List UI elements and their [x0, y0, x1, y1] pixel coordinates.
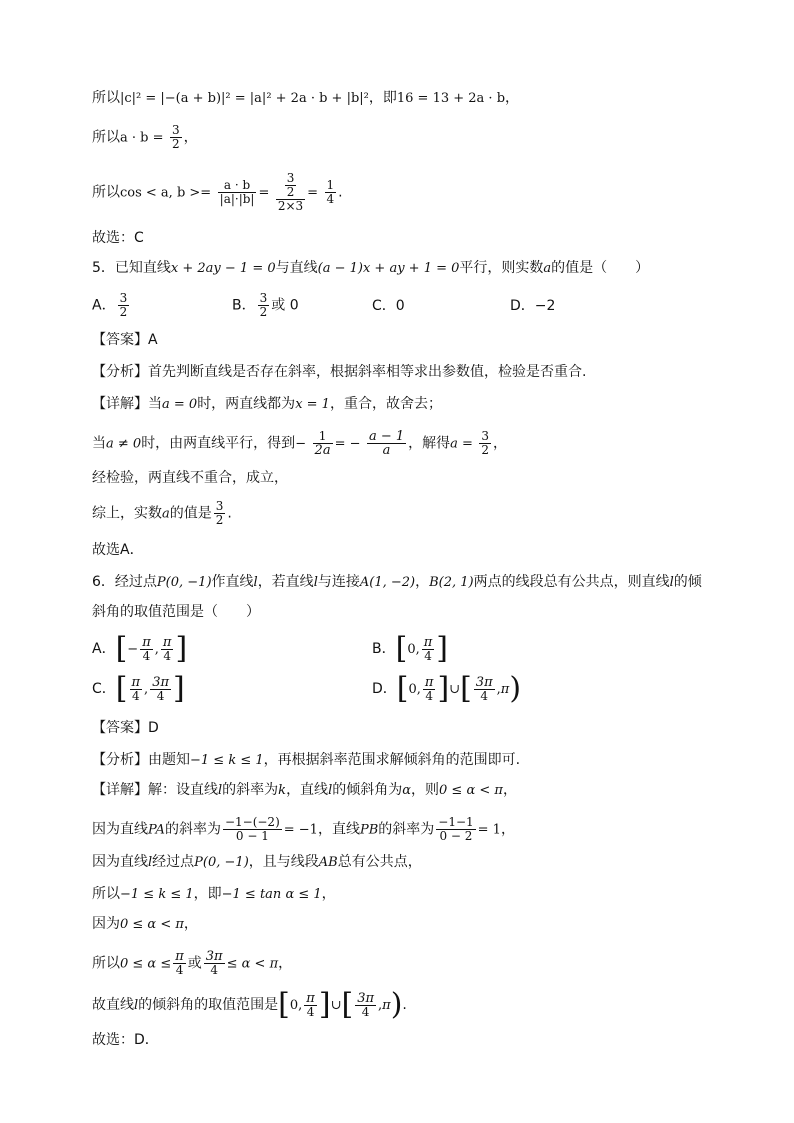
q5-answer: 【答案】A [92, 332, 158, 348]
formula: 16 = 13 + 2a · b [396, 91, 506, 106]
fraction-dot-over-norms: $\frac{a \cdot b}{|a|\cdot|b|}$ [219, 178, 255, 206]
q6-detail-6: 所以0 ≤ α ≤ $\frac{\pi}{4}$ 或 $\frac{3\pi}{4}$ ≤ α < π， [92, 949, 293, 977]
q5-choice: 故选A． [92, 542, 144, 558]
q5-option-a: A． $\frac{3}{2}$ [92, 291, 128, 319]
q5-detail-4: 综上，实数a的值是 $\frac{3}{2}$ . [92, 499, 232, 527]
text: ， [183, 129, 198, 146]
text: ， [505, 90, 520, 106]
fraction-3-2: $\frac{3}{2}$ [171, 123, 180, 151]
equals: = [258, 185, 270, 201]
q6-detail-3: 因为直线l经过点P(0, −1)，且与线段AB总有公共点， [92, 854, 422, 870]
question-6-line-2: 斜角的取值范围是（ ） [92, 604, 260, 620]
q5-option-b: B． $\frac{3}{2}$ 或 0 [232, 291, 299, 319]
q6-analysis: 【分析】由题知−1 ≤ k ≤ 1，再根据斜率范围求解倾斜角的范围即可. [92, 752, 521, 768]
fraction-nested: $\frac{\frac{3}{2}}{2\times 3}$ [277, 171, 304, 213]
solution-line-2 [92, 124, 198, 151]
formula: |c|² = |−(a + b)|² = |a|² + 2a · b + |b|² [120, 91, 369, 106]
formula: cos < a, b >= [120, 185, 212, 201]
q6-option-c: C．[ $\frac{\pi}{4}$ , $\frac{3\pi}{4}$ ] [92, 671, 185, 706]
q5-detail-2: 当a ≠ 0时，由两直线平行，得到− $\frac{1}{2a}$ = − $\frac{a - 1}{a}$ ，解得a = $\frac{3}{2}$ ， [92, 429, 508, 458]
q5-analysis: 【分析】首先判断直线是否存在斜率，根据斜率相等求出参数值，检验是否重合. [92, 364, 587, 380]
question-6-line-1: 6．经过点P(0, −1)作直线l，若直线l与连接A(1, −2)，B(2, 1)两点的线段总有公共点，则直线l的倾 [92, 574, 702, 590]
q5-detail-1: 【详解】当a = 0时，两直线都为x = 1，重合，故舍去； [92, 396, 442, 412]
q5-option-c: C．0 [372, 298, 405, 314]
text: . [338, 184, 343, 201]
q6-option-a: A．[− $\frac{\pi}{4}$ , $\frac{\pi}{4}$ ] [92, 631, 188, 666]
text: ，即 [368, 90, 397, 106]
q5-option-d: D．−2 [510, 298, 556, 314]
formula: a · b = [120, 130, 164, 146]
q6-option-b: B．[0, $\frac{\pi}{4}$ ] [372, 631, 448, 666]
text: 所以 [92, 129, 120, 146]
q6-detail-2: 因为直线PA的斜率为 $\frac{-1-(-2)}{0 - 1}$ = −1，直线PB的斜率为 $\frac{-1-1}{0 - 2}$ = 1， [92, 815, 515, 843]
q6-detail-5: 因为0 ≤ α < π， [92, 916, 198, 932]
q6-detail-4: 所以−1 ≤ k ≤ 1，即−1 ≤ tan α ≤ 1， [92, 886, 336, 902]
solution-line-3 [92, 172, 343, 213]
fraction-1-4: $\frac{1}{4}$ [326, 178, 335, 206]
question-5: 5．已知直线x + 2ay − 1 = 0与直线(a − 1)x + ay + 1 = 0平行，则实数a的值是（ ） [92, 260, 650, 276]
q6-detail-1: 【详解】解：设直线l的斜率为k，直线l的倾斜角为α，则0 ≤ α < π， [92, 782, 517, 798]
q6-detail-7: 故直线l的倾斜角的取值范围是[0, $\frac{\pi}{4}$ ]∪[ $\frac{3\pi}{4}$ ,π). [92, 987, 407, 1022]
q6-option-d: D．[0, $\frac{\pi}{4}$ ]∪[ $\frac{3\pi}{4}$ ,π) [372, 671, 522, 706]
q6-answer: 【答案】D [92, 720, 159, 736]
text: 所以 [92, 184, 120, 201]
q6-choice: 故选：D． [92, 1032, 159, 1048]
q5-detail-3: 经检验，两直线不重合，成立， [92, 470, 288, 486]
choice-line: 故选：C [92, 230, 144, 246]
text: 所以 [92, 90, 120, 106]
solution-line-1 [92, 88, 519, 109]
equals: = [307, 185, 319, 201]
